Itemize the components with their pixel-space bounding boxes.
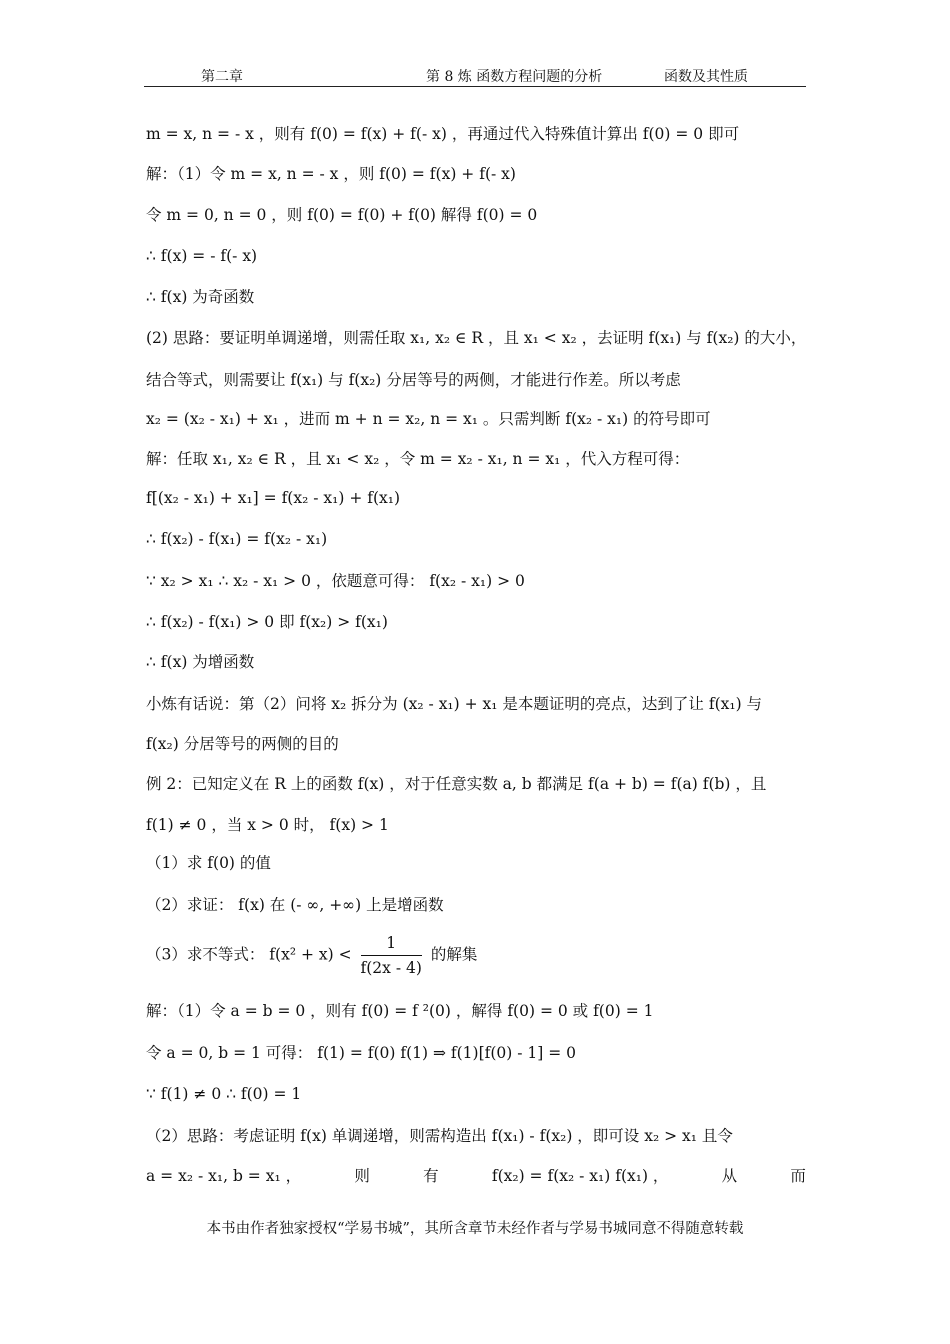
text-line: 解：任取 x₁, x₂ ∈ R ，且 x₁ < x₂ ，令 m = x₂ - x₁, n = x₁ ，代入方程可得：	[146, 450, 690, 468]
text-segment: 有	[423, 1167, 439, 1185]
text-line: ∵ x₂ > x₁ ∴ x₂ - x₁ > 0 ，依题意可得： f(x₂ - x₁) > 0	[146, 572, 525, 590]
text-line: 令 a = 0, b = 1 可得： f(1) = f(0) f(1) ⇒ f(1)[f(0) - 1] = 0	[146, 1044, 577, 1062]
page-header	[144, 64, 806, 87]
text-line: （2）思路：考虑证明 f(x) 单调递增，则需构造出 f(x₁) - f(x₂) ，即可设 x₂ > x₁ 且令	[146, 1127, 733, 1145]
text-line: (2) 思路：要证明单调递增，则需任取 x₁, x₂ ∈ R ，且 x₁ < x₂ ，去证明 f(x₁) 与 f(x₂) 的大小，	[146, 329, 807, 347]
text-line: 令 m = 0, n = 0 ，则 f(0) = f(0) + f(0) 解得 f(0) = 0	[146, 206, 538, 224]
text-line: m = x, n = - x ，则有 f(0) = f(x) + f(- x) ，再通过代入特殊值计算出 f(0) = 0 即可	[146, 125, 740, 143]
header-chapter: 第二章	[201, 69, 243, 85]
text-line: 小炼有话说：第（2）问将 x₂ 拆分为 (x₂ - x₁) + x₁ 是本题证明的亮点，达到了让 f(x₁) 与	[146, 695, 763, 713]
text-line: f(1) ≠ 0 ，当 x > 0 时， f(x) > 1	[146, 816, 389, 834]
text-line: ∴ f(x) 为奇函数	[146, 288, 255, 306]
text-segment: f(x₂) = f(x₂ - x₁) f(x₁) ，	[491, 1167, 669, 1185]
text-segment: a = x₂ - x₁, b = x₁ ，	[146, 1167, 302, 1185]
text-line: 解：（1）令 a = b = 0 ，则有 f(0) = f ²(0) ，解得 f(0) = 0 或 f(0) = 1	[146, 1002, 654, 1020]
text-line-justified	[146, 1166, 806, 1186]
text-line: f(x₂) 分居等号的两侧的目的	[146, 735, 339, 753]
fraction-denominator: f(2x - 4)	[360, 959, 422, 977]
text-line: ∴ f(x) = - f(- x)	[146, 247, 258, 265]
text-line: ∵ f(1) ≠ 0 ∴ f(0) = 1	[146, 1085, 302, 1103]
text-line: 解：（1）令 m = x, n = - x ，则 f(0) = f(x) + f(- x)	[146, 165, 516, 183]
question-3	[146, 932, 477, 979]
q3-suffix: 的解集	[430, 945, 478, 964]
text-line: 结合等式，则需要让 f(x₁) 与 f(x₂) 分居等号的两侧，才能进行作差。所以考虑	[146, 371, 681, 389]
text-line: 例 2：已知定义在 R 上的函数 f(x) ，对于任意实数 a, b 都满足 f(a + b) = f(a) f(b) ，且	[146, 775, 767, 793]
text-segment: 从	[721, 1167, 738, 1185]
text-line: （1）求 f(0) 的值	[146, 854, 271, 872]
text-line: ∴ f(x) 为增函数	[146, 653, 255, 671]
fraction-numerator: 1	[361, 932, 422, 956]
fraction	[361, 932, 422, 979]
text-line: f[(x₂ - x₁) + x₁] = f(x₂ - x₁) + f(x₁)	[146, 489, 401, 507]
page-footer: 本书由作者独家授权“学易书城”，其所含章节未经作者与学易书城同意不得随意转载	[206, 1221, 744, 1237]
q3-prefix: （3）求不等式： f(x² + x) <	[146, 945, 352, 964]
header-section: 第 8 炼 函数方程问题的分析	[426, 69, 603, 85]
text-line: ∴ f(x₂) - f(x₁) > 0 即 f(x₂) > f(x₁)	[146, 613, 388, 631]
text-segment: 则	[354, 1167, 370, 1185]
text-line: （2）求证： f(x) 在 (- ∞, +∞) 上是增函数	[146, 896, 444, 914]
header-topic: 函数及其性质	[664, 69, 748, 85]
text-segment: 而	[790, 1167, 806, 1185]
text-line: x₂ = (x₂ - x₁) + x₁ ，进而 m + n = x₂, n = x₁ 。只需判断 f(x₂ - x₁) 的符号即可	[146, 410, 711, 428]
text-line: ∴ f(x₂) - f(x₁) = f(x₂ - x₁)	[146, 530, 328, 548]
